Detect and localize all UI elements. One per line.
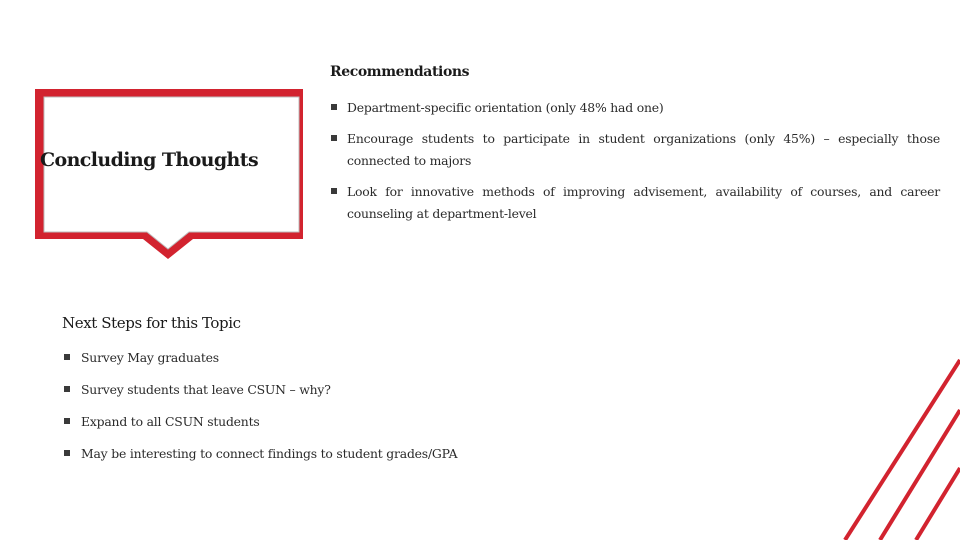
recommendation-text: Encourage students to participate in student organizations (only 45%) – especially those connected to majors [347,131,940,168]
next-step-text: Survey May graduates [81,350,219,365]
recommendations-list [330,97,940,234]
callout-inner-shape [44,97,299,249]
recommendation-item [330,181,940,225]
stripe-line [880,410,960,540]
recommendations-heading: Recommendations [330,64,470,80]
square-bullet-icon [331,135,337,141]
square-bullet-icon [331,188,337,194]
square-bullet-icon [331,104,337,110]
square-bullet-icon [64,418,70,424]
square-bullet-icon [64,450,70,456]
recommendation-text: Look for innovative methods of improving advisement, availability of courses, and career counseling at department-level [347,184,940,221]
stripe-line [845,360,960,540]
next-step-item [62,379,582,411]
recommendation-text: Department-specific orientation (only 48% had one) [347,100,664,115]
recommendation-item [330,97,940,119]
next-steps-heading: Next Steps for this Topic [62,314,241,332]
title-callout [35,89,305,267]
callout-frame [35,89,310,279]
stripe-line [916,468,960,540]
next-step-text: Expand to all CSUN students [81,414,260,429]
next-step-text: Survey students that leave CSUN – why? [81,382,331,397]
next-step-item [62,443,582,475]
recommendation-item [330,128,940,172]
next-step-item [62,411,582,443]
next-steps-list [62,347,582,475]
slide-title: Concluding Thoughts [40,149,259,171]
next-step-text: May be interesting to connect findings to student grades/GPA [81,446,458,461]
square-bullet-icon [64,386,70,392]
decorative-stripes [820,320,960,540]
next-step-item [62,347,582,379]
square-bullet-icon [64,354,70,360]
